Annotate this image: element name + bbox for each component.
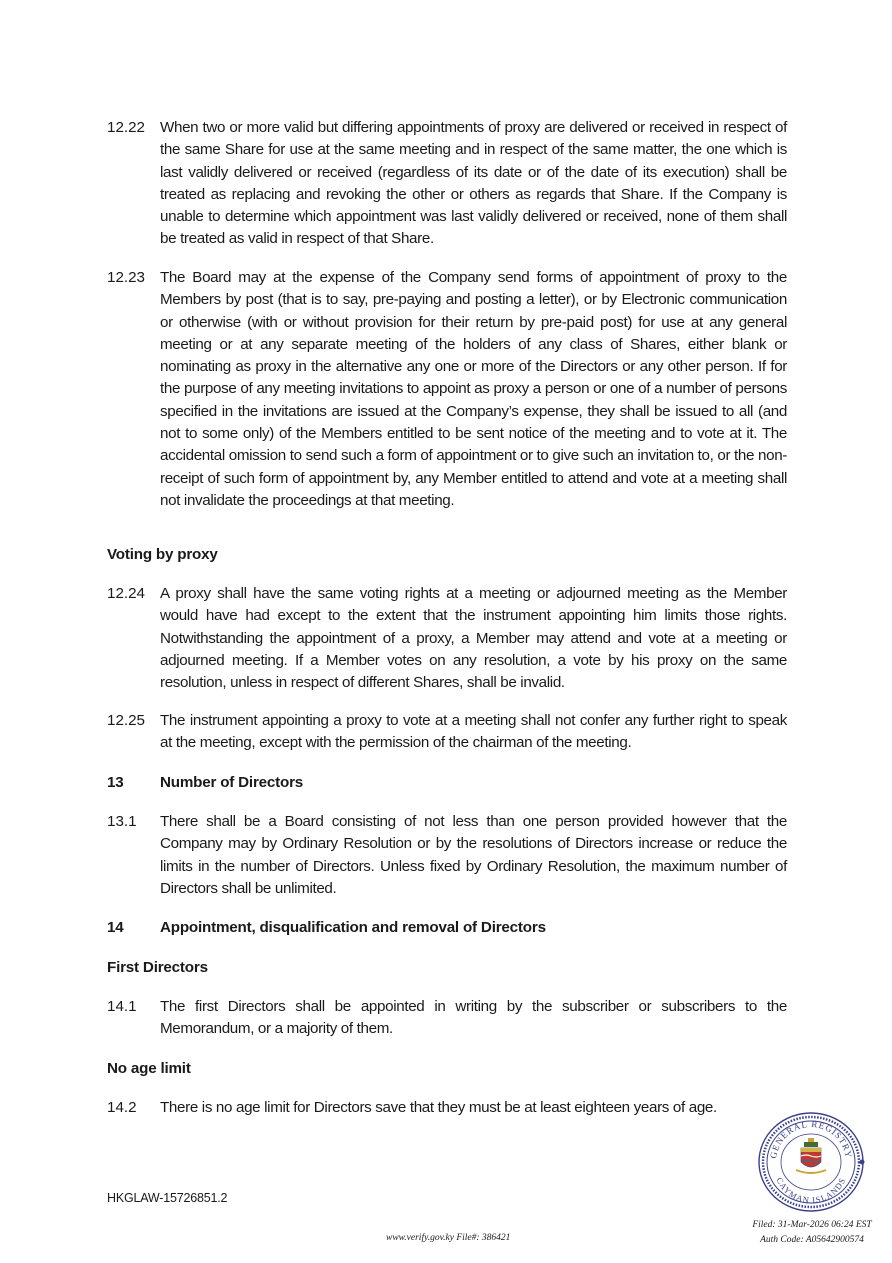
clause-text: The Board may at the expense of the Company send forms of appointment of proxy to the Members by post (that is to say, pre-paying and posting a letter), or by Electronic communication or otherwise (with or without provision for their return by pre-paid post) for use at any general meeting or at any separate meeting of the holders of any class of Shares, either blank or nominating as proxy in the alternative any one or more of the Directors or any other person. If for the purpose of any meeting invitations to appoint as proxy a person or one of a number of persons specified in the invitations are issued at the Company’s expense, they shall be issued to all (and not to some only) of the Members entitled to be sent notice of the meeting and to vote at it. The accidental omission to send such a form of appointment or to give such an invitation to, or the non-receipt of such form of appointment by, any Member entitled to attend and vote at a meeting shall not invalidate the proceedings at that meeting.: [160, 269, 787, 509]
clause-12-23: [107, 267, 787, 512]
clause-text: A proxy shall have the same voting rights at a meeting or adjourned meeting as the Member would have had except to the extent that the instrument appointing him limits those rights. Notwithstanding the appointment of a proxy, a Member may attend and vote at a meeting or adjourned meeting. If a Member votes on any resolution, a vote by his proxy on the same resolution, unless in respect of different Shares, shall be invalid.: [160, 585, 787, 692]
clause-number: 14.1: [107, 998, 137, 1015]
section-heading-13: [107, 772, 303, 794]
section-heading-14: [107, 917, 546, 939]
clause-13-1: [107, 811, 787, 900]
subheading-first-directors: First Directors: [107, 959, 208, 976]
clause-12-25: [107, 710, 787, 755]
clause-14-2: [107, 1097, 787, 1119]
coat-of-arms-icon: [796, 1138, 826, 1173]
subheading-no-age-limit: No age limit: [107, 1060, 191, 1077]
section-title: Number of Directors: [160, 774, 304, 791]
clause-number: 13.1: [107, 813, 137, 830]
filing-stamp: [752, 1218, 872, 1248]
clause-text: There shall be a Board consisting of not less than one person provided however that the Company may by Ordinary Resolution or by the resolutions of Directors increase or reduce the limits in the number of Directors. Unless fixed by Ordinary Resolution, the maximum number of Directors shall be unlimited.: [160, 813, 787, 897]
clause-12-24: [107, 583, 787, 694]
section-title: Appointment, disqualification and removal of Directors: [160, 919, 546, 936]
filed-date: Filed: 31-Mar-2026 06:24 EST: [752, 1220, 872, 1230]
clause-number: 12.22: [107, 119, 146, 136]
clause-text: There is no age limit for Directors save that they must be at least eighteen years of age.: [160, 1099, 717, 1116]
svg-text:CAYMAN ISLANDS: CAYMAN ISLANDS: [774, 1175, 848, 1206]
clause-number: 12.23: [107, 269, 146, 286]
clause-number: 14.2: [107, 1099, 137, 1116]
clause-text: When two or more valid but differing appointments of proxy are delivered or received in respect of the same Share for use at the same meeting and in respect of the same matter, the one which is last validly delivered or received (regardless of its date or of the date of its execution) shall be treated as replacing and revoking the other or others as regards that Share. If the Company is unable to determine which appointment was last validly delivered or received, none of them shall be treated as valid in respect of that Share.: [160, 119, 787, 248]
verify-link[interactable]: www.verify.gov.ky File#: 386421: [386, 1233, 511, 1243]
clause-text: The instrument appointing a proxy to vote at a meeting shall not confer any further right to speak at the meeting, except with the permission of the chairman of the meeting.: [160, 712, 787, 752]
clause-number: 12.24: [107, 585, 146, 602]
clause-12-22: [107, 117, 787, 251]
document-reference: HKGLAW-15726851.2: [107, 1191, 228, 1205]
auth-code: Auth Code: A05642900574: [760, 1235, 864, 1245]
general-registry-seal-icon: [756, 1110, 866, 1214]
svg-text:GENERAL REGISTRY: GENERAL REGISTRY: [768, 1118, 854, 1160]
clause-number: 12.25: [107, 712, 146, 729]
section-number: 13: [107, 774, 124, 791]
clause-14-1: [107, 996, 787, 1041]
subheading-voting-by-proxy: Voting by proxy: [107, 546, 218, 563]
section-number: 14: [107, 919, 124, 936]
clause-text: The first Directors shall be appointed in writing by the subscriber or subscribers to the Memorandum, or a majority of them.: [160, 998, 787, 1038]
